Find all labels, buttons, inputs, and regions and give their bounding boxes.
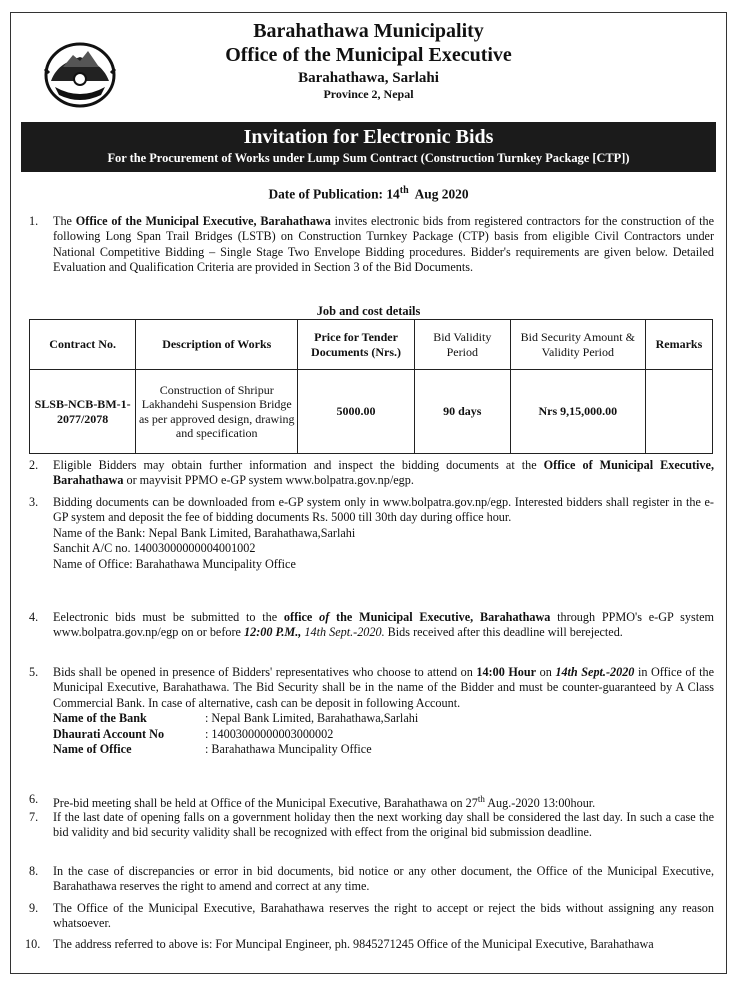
bank-row: Name of the Bank : Nepal Bank Limited, Barahathawa,Sarlahi: [53, 711, 419, 726]
clause-1: 1. The Office of the Municipal Executive, Barahathawa invites electronic bids from registered contractors for the construction of the following Long Span Trail Bridges (LSTB) on Construction Turnkey Package (CTP) basis from eligible Civil Contractors under National Competitive Bidding – Single Stage Two Envelope Bidding procedures. Bidder's requirements are given below. Detailed Evaluation and Qualification Criteria are provided in Section 3 of the Bid Documents.: [29, 214, 714, 275]
municipality-name: Barahathawa Municipality: [253, 20, 484, 42]
bank-row: Dhaurati Account No : 14003000000003000002: [53, 726, 334, 741]
clause-4: 4. Eelectronic bids must be submitted to the office of the Municipal Executive, Barahathawa through PPMO's e-GP system www.bolpatra.gov.np/egp on or before 12:00 P.M., 14th Sept.-2020. Bids received after this deadline will berejected.: [29, 610, 715, 640]
clause-2: 2. Eligible Bidders may obtain further information and inspect the bidding documents at the Office of Municipal Executive, Barahathawa or mayvisit PPMO e-GP system www.bolpatra.gov.np/egp.: [29, 458, 714, 488]
table-caption: Job and cost details: [316, 304, 421, 318]
cell-validity: 90 days: [414, 370, 510, 454]
notice-subtitle: For the Procurement of Works under Lump Sum Contract (Construction Turnkey Package [CTP]): [107, 151, 630, 165]
clause-6: 6. Pre-bid meeting shall be held at Office of the Municipal Executive, Barahathawa on 27th Aug.-2020 13:00hour.: [29, 792, 596, 811]
office-address: Barahathawa, Sarlahi: [298, 70, 439, 86]
clause-7: 7. If the last date of opening falls on a government holiday then the next working day shall be considered the last day. In such a case the bid validity and bid security validity shall be recognized with effect from the original bid submission deadline.: [29, 810, 714, 840]
clause-8: 8. In the case of discrepancies or error in bid documents, bid notice or any other document, the Office of the Municipal Executive, Barahathawa reserves the right to amend and correct at any time.: [29, 864, 714, 894]
publication-date: Date of Publication: 14th Aug 2020: [268, 185, 469, 202]
bank-details: [53, 711, 714, 758]
cell-security: Nrs 9,15,000.00: [510, 370, 645, 454]
clause-9: 9. The Office of the Municipal Executive, Barahathawa reserves the right to accept or reject the bids without assigning any reason whatsoever.: [29, 901, 714, 931]
bank-row: Name of Office : Barahathawa Muncipality Office: [53, 742, 372, 757]
cell-contract-no: SLSB-NCB-BM-1-2077/2078: [30, 370, 136, 454]
header-contract-no: Contract No.: [30, 320, 136, 370]
clause-3: 3. Bidding documents can be downloaded from e-GP system only in www.bolpatra.gov.np/egp. Interested bidders shall register in the e-GP system and deposit the fee of bidding documents Rs. 5000 till 30th day during office hour. Name of the Bank: Nepal Bank Limited, Barahathawa,Sarlahi Sanchit A/C no. 14003000000004001002 Name of Office: Barahathawa Muncipality Office: [29, 495, 714, 571]
header-description: Description of Works: [136, 320, 298, 370]
clause-5: 5. Bids shall be opened in presence of Bidders' representatives who choose to attend on 14:00 Hour on 14th Sept.-2020 in Office of the Municipal Executive, Barahathawa. The Bid Security shall be in the name of the Bidder and must be counter-guaranteed by A Class Commercial Bank. In case of alternative, cash can be deposit in following Account. Name of the Bank : Nepal Bank Limited, Barahathawa,Sarlahi Dhaurati Account No : 14003000000003000002 Name of Office : Barahathawa Muncipality Office: [29, 665, 714, 757]
office-header: [11, 19, 726, 102]
table-row: [30, 370, 713, 454]
account-line: Sanchit A/C no. 14003000000004001002: [53, 541, 256, 556]
cell-remarks: [645, 370, 712, 454]
clause-10: 10. The address referred to above is: For Muncipal Engineer, ph. 9845271245 Office of the Municipal Executive, Barahathawa: [25, 937, 654, 951]
office-line: Name of Office: Barahathawa Muncipality Office: [53, 556, 296, 571]
bank-name-line: Name of the Bank: Nepal Bank Limited, Barahathawa,Sarlahi: [53, 525, 356, 540]
header-price: Price for Tender Documents (Nrs.): [298, 320, 415, 370]
header-validity: Bid Validity Period: [414, 320, 510, 370]
notice-title: Invitation for Electronic Bids: [243, 126, 494, 148]
bid-notice-page: [10, 12, 727, 974]
header-security: Bid Security Amount & Validity Period: [510, 320, 645, 370]
province: Province 2, Nepal: [323, 87, 414, 101]
cell-description: Construction of Shripur Lakhandehi Suspension Bridge as per approved design, drawing and specification: [136, 370, 298, 454]
header-remarks: Remarks: [645, 320, 712, 370]
table-header-row: [30, 320, 713, 370]
title-banner: [21, 122, 716, 172]
cell-price: 5000.00: [298, 370, 415, 454]
job-cost-table: [29, 319, 713, 454]
office-name: Office of the Municipal Executive: [225, 44, 512, 66]
